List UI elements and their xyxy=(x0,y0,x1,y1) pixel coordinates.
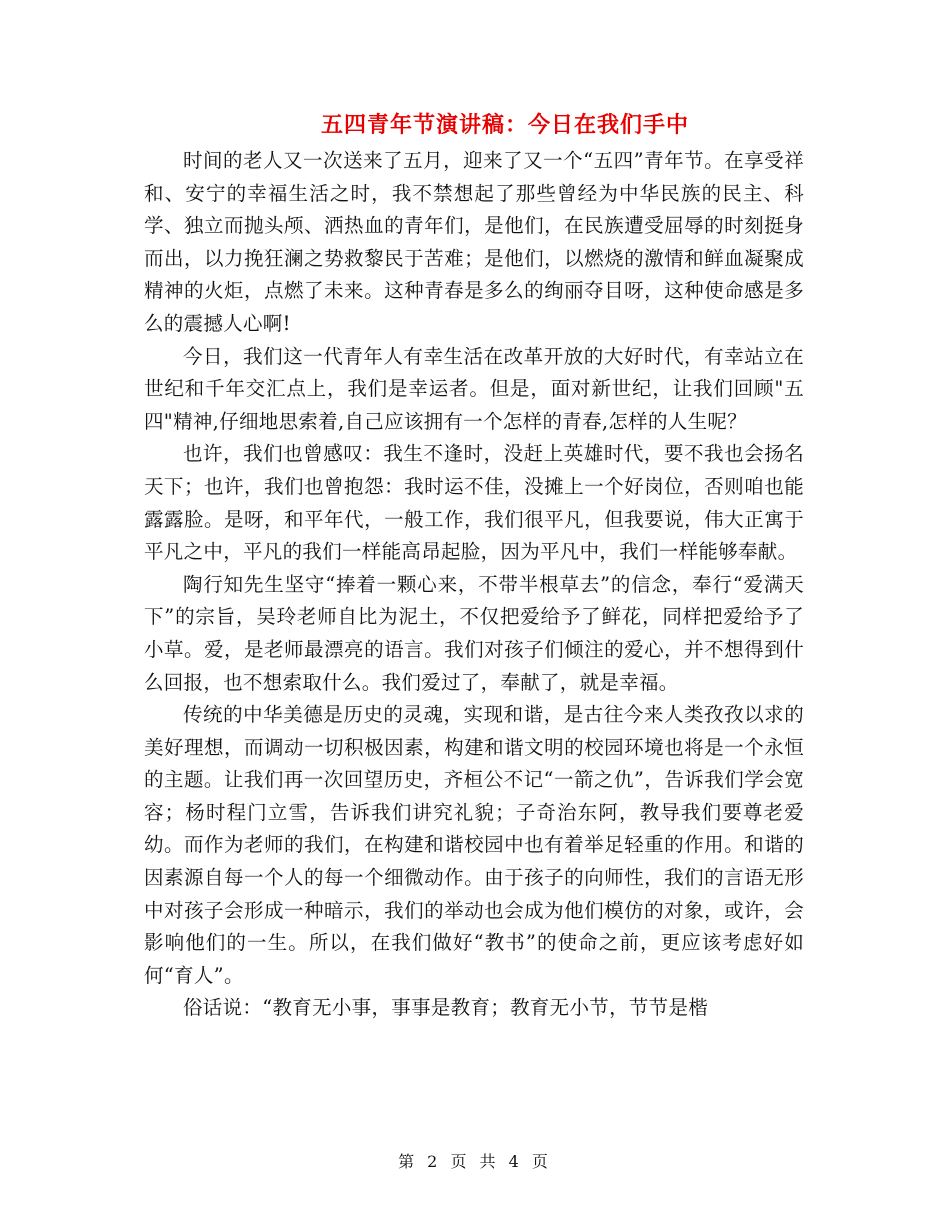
paragraph-2: 今日，我们这一代青年人有幸生活在改革开放的大好时代，有幸站立在世纪和千年交汇点上，我们是幸运者。但是，面对新世纪，让我们回顾"五四"精神,仔细地思索着,自己应该拥有一个怎样的青春,怎样的人生呢？ xyxy=(144,344,804,433)
page-number-footer: 第 2 页 共 4 页 xyxy=(398,1152,552,1171)
paragraph-4: 陶行知先生坚守“捧着一颗心来，不带半根草去”的信念，奉行“爱满天下”的宗旨，吴玲老师自比为泥土，不仅把爱给予了鲜花，同样把爱给予了小草。爱，是老师最漂亮的语言。我们对孩子们倾注的爱心，并不想得到什么回报，也不想索取什么。我们爱过了，奉献了，就是幸福。 xyxy=(144,572,804,694)
paragraph-3: 也许，我们也曾感叹：我生不逢时，没赶上英雄时代，要不我也会扬名天下；也许，我们也曾抱怨：我时运不佳，没摊上一个好岗位，否则咱也能露露脸。是呀，和平年代，一般工作，我们很平凡，但我要说，伟大正寓于平凡之中，平凡的我们一样能高昂起脸，因为平凡中，我们一样能够奉献。 xyxy=(144,442,804,564)
document-body xyxy=(144,145,804,1025)
document-title: 五四青年节演讲稿：今日在我们手中 xyxy=(320,112,689,138)
paragraph-1: 时间的老人又一次送来了五月，迎来了又一个“五四”青年节。在享受祥和、安宁的幸福生活之时，我不禁想起了那些曾经为中华民族的民主、科学、独立而抛头颅、洒热血的青年们，是他们，在民族遭受屈辱的时刻挺身而出，以力挽狂澜之势救黎民于苦难；是他们，以燃烧的激情和鲜血凝聚成精神的火炬，点燃了未来。这种青春是多么的绚丽夺目呀，这种使命感是多么的震撼人心啊! xyxy=(144,149,804,335)
paragraph-6: 俗话说：“教育无小事，事事是教育；教育无小节，节节是楷 xyxy=(183,996,709,1020)
paragraph-5: 传统的中华美德是历史的灵魂，实现和谐，是古往今来人类孜孜以求的美好理想，而调动一切积极因素，构建和谐文明的校园环境也将是一个永恒的主题。让我们再一次回望历史，齐桓公不记“一箭之仇”，告诉我们学会宽容；杨时程门立雪，告诉我们讲究礼貌；子奇治东阿，教导我们要尊老爱幼。而作为老师的我们，在构建和谐校园中也有着举足轻重的作用。和谐的因素源自每一个人的每一个细微动作。由于孩子的向师性，我们的言语无形中对孩子会形成一种暗示，我们的举动也会成为他们模仿的对象，或许，会影响他们的一生。所以，在我们做好“教书”的使命之前，更应该考虑好如何“育人”。 xyxy=(144,703,804,987)
